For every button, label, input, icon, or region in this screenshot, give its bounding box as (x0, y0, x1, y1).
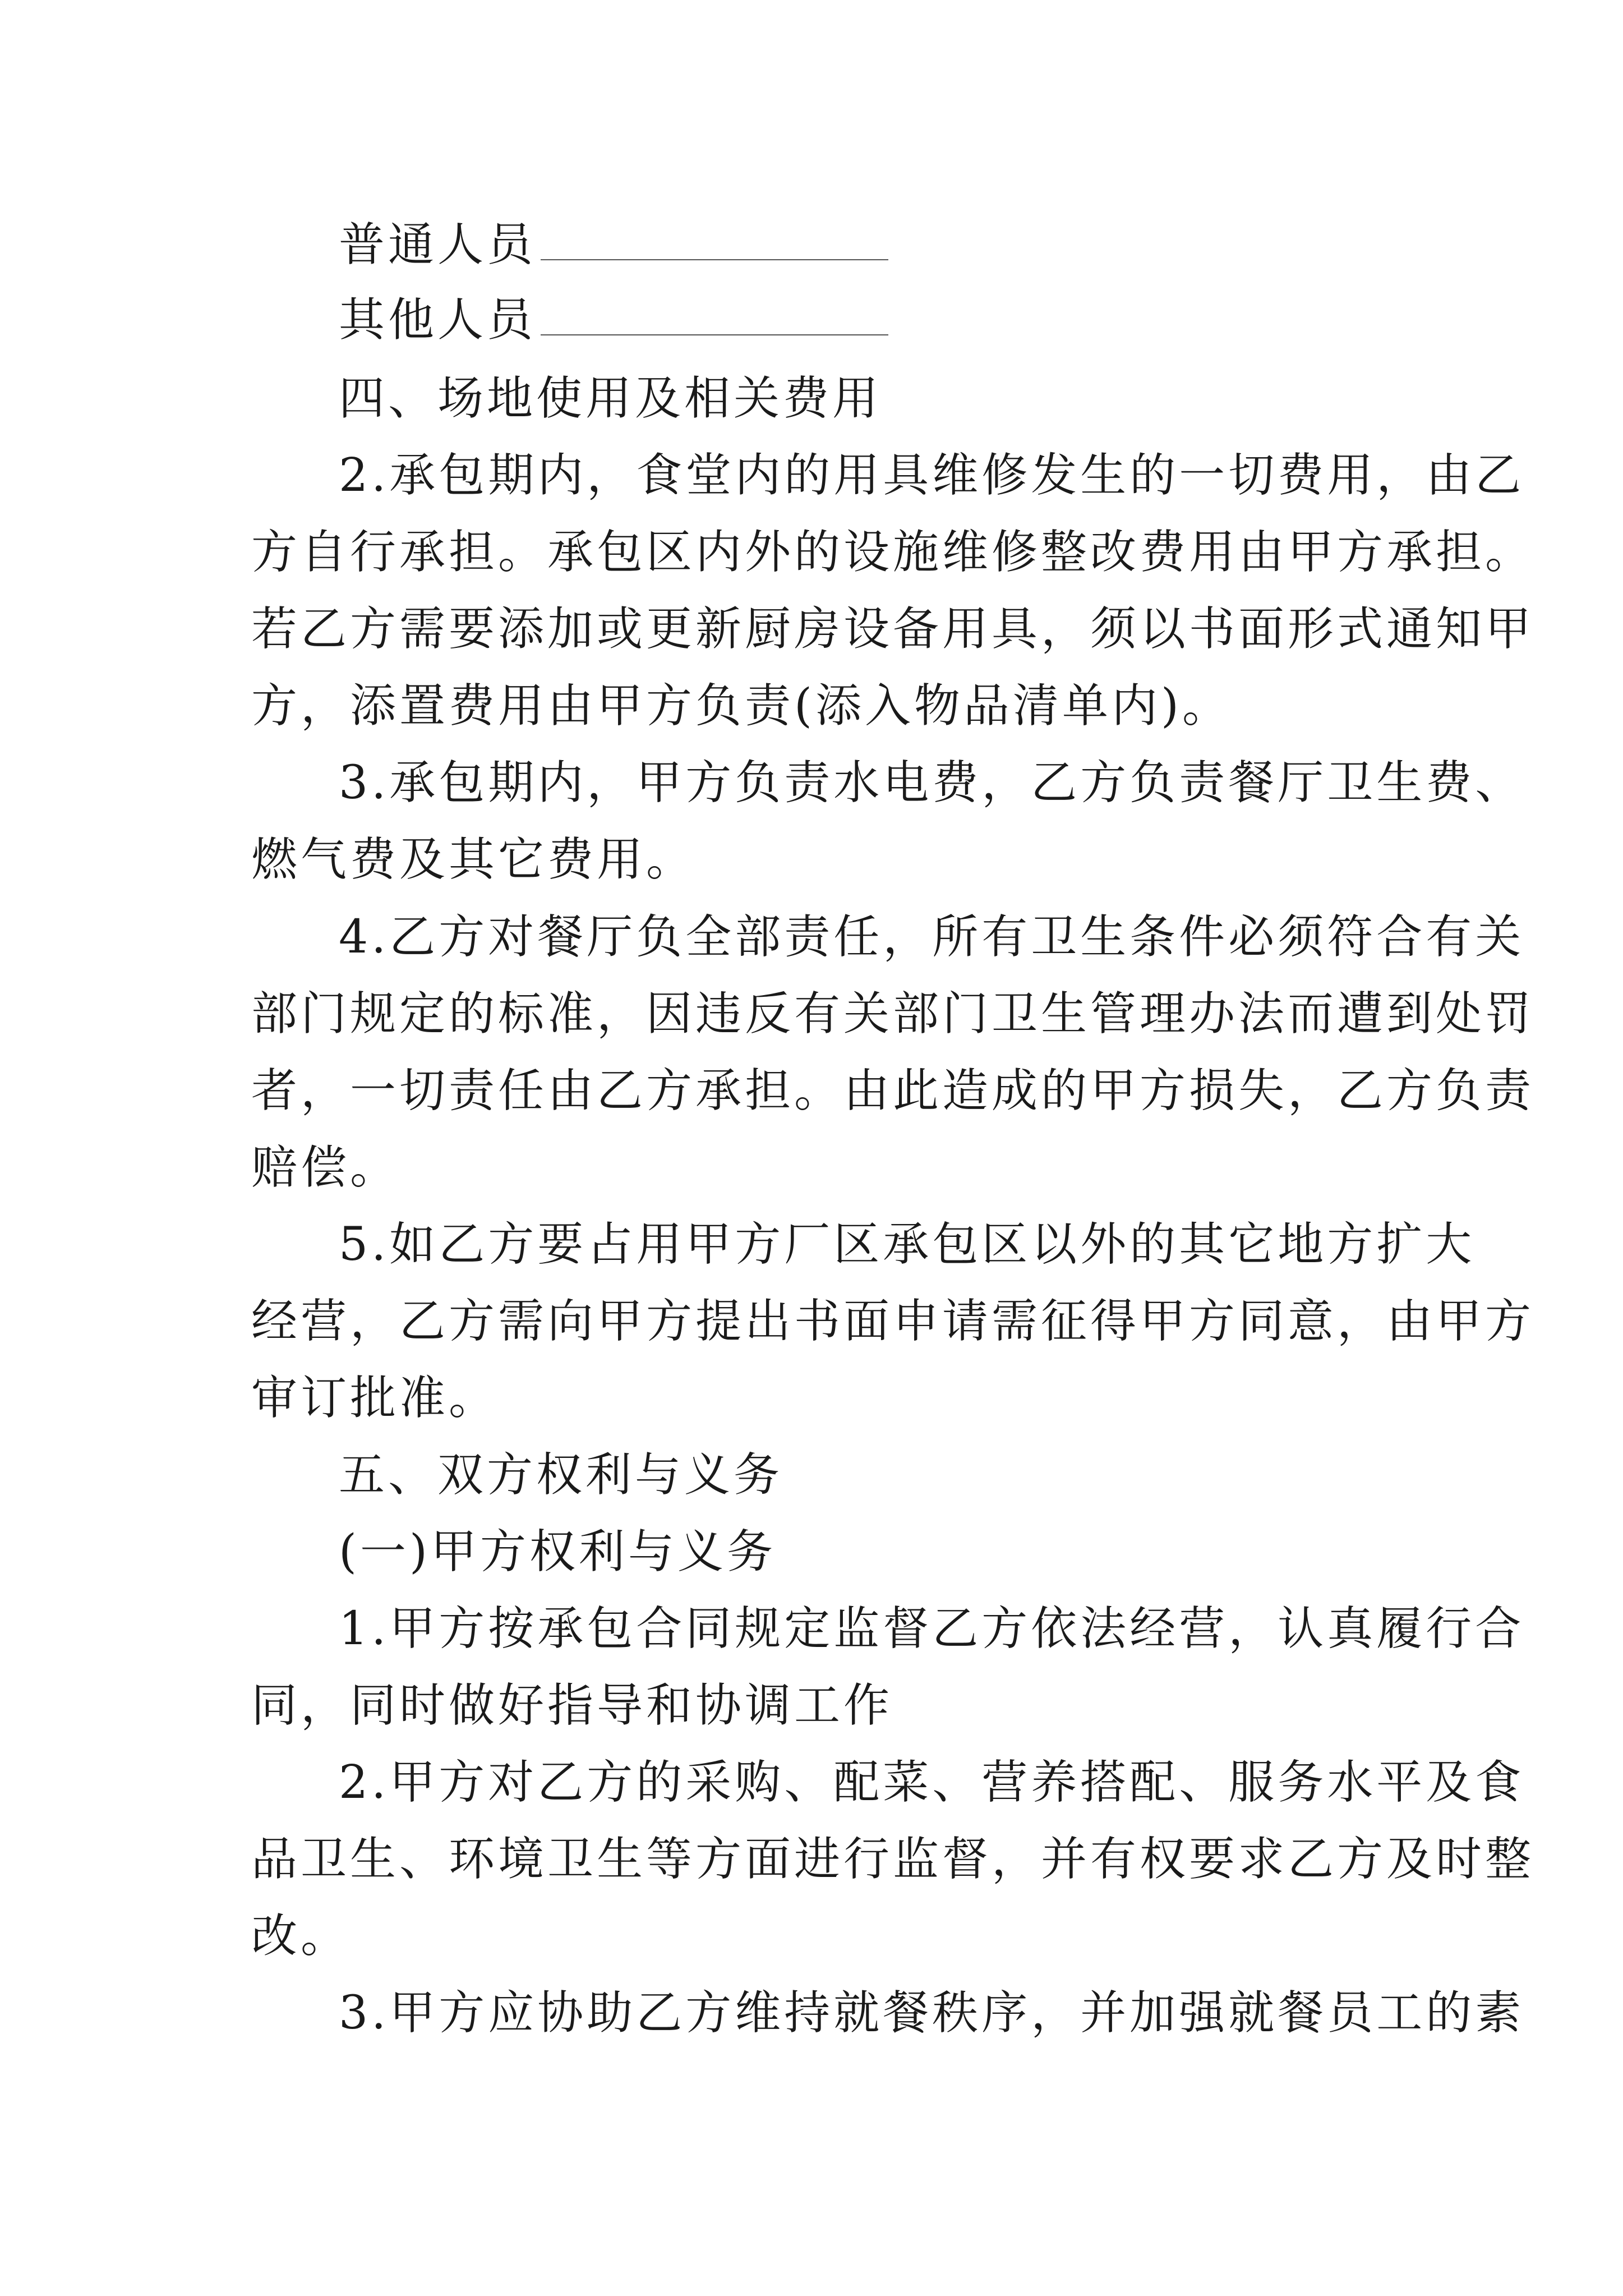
fill-in-label: 其他人员 (339, 293, 537, 347)
clause-5-1-3 (251, 1975, 1525, 2051)
heading-text: 五、双方权利与义务 (339, 1448, 783, 1502)
clause-line: 3.甲方应协助乙方维持就餐秩序，并加强就餐员工的素 (339, 1986, 1525, 2040)
clause-4-3 (251, 744, 1525, 898)
clause-line: 3.承包期内，甲方负责水电费，乙方负责餐厅卫生费、 (339, 756, 1525, 809)
clause-line: 方自行承担。承包区内外的设施维修整改费用由甲方承担。 (251, 526, 1535, 579)
heading-text: 四、场地使用及相关费用 (339, 372, 882, 425)
clause-line: 者，一切责任由乙方承担。由此造成的甲方损失，乙方负责 (251, 1064, 1535, 1117)
subsection-heading-party-a (251, 1513, 1395, 1590)
fill-in-ordinary-staff (339, 218, 888, 272)
clause-line: 方，添置费用由甲方负责(添入物品清单内)。 (251, 679, 1232, 733)
fill-in-label: 普通人员 (339, 218, 537, 272)
clause-line: 5.如乙方要占用甲方厂区承包区以外的其它地方扩大 (339, 1218, 1476, 1271)
clause-line: 燃气费及其它费用。 (251, 833, 696, 886)
clause-4-2 (251, 437, 1535, 744)
clause-line: 若乙方需要添加或更新厨房设备用具，须以书面形式通知甲 (251, 602, 1535, 656)
fill-in-other-staff (339, 293, 888, 347)
section-heading-venue-fees (251, 360, 1395, 437)
clause-line: 经营，乙方需向甲方提出书面申请需征得甲方同意，由甲方 (251, 1295, 1535, 1348)
section-heading-rights-duties (251, 1437, 1395, 1513)
clause-line: 4.乙方对餐厅负全部责任，所有卫生条件必须符合有关 (339, 910, 1525, 964)
clause-4-5 (251, 1206, 1535, 1437)
heading-text: (一)甲方权利与义务 (339, 1525, 776, 1579)
clause-line: 部门规定的标准，因违反有关部门卫生管理办法而遭到处罚 (251, 987, 1535, 1041)
clause-5-1-1 (251, 1590, 1525, 1744)
clause-line: 改。 (251, 1910, 351, 1963)
blank-fill-line (541, 334, 888, 335)
blank-fill-line (541, 259, 888, 260)
clause-line: 2.甲方对乙方的采购、配菜、营养搭配、服务水平及食 (339, 1756, 1525, 1809)
clause-line: 1.甲方按承包合同规定监督乙方依法经营，认真履行合 (339, 1602, 1525, 1655)
clause-line: 品卫生、环境卫生等方面进行监督，并有权要求乙方及时整 (251, 1833, 1535, 1886)
clause-line: 审订批准。 (251, 1372, 499, 1425)
clause-4-4 (251, 899, 1535, 1206)
clause-5-1-2 (251, 1744, 1535, 1975)
clause-line: 2.承包期内，食堂内的用具维修发生的一切费用，由乙 (339, 449, 1525, 502)
clause-line: 赔偿。 (251, 1141, 400, 1194)
clause-line: 同，同时做好指导和协调工作 (251, 1679, 893, 1732)
